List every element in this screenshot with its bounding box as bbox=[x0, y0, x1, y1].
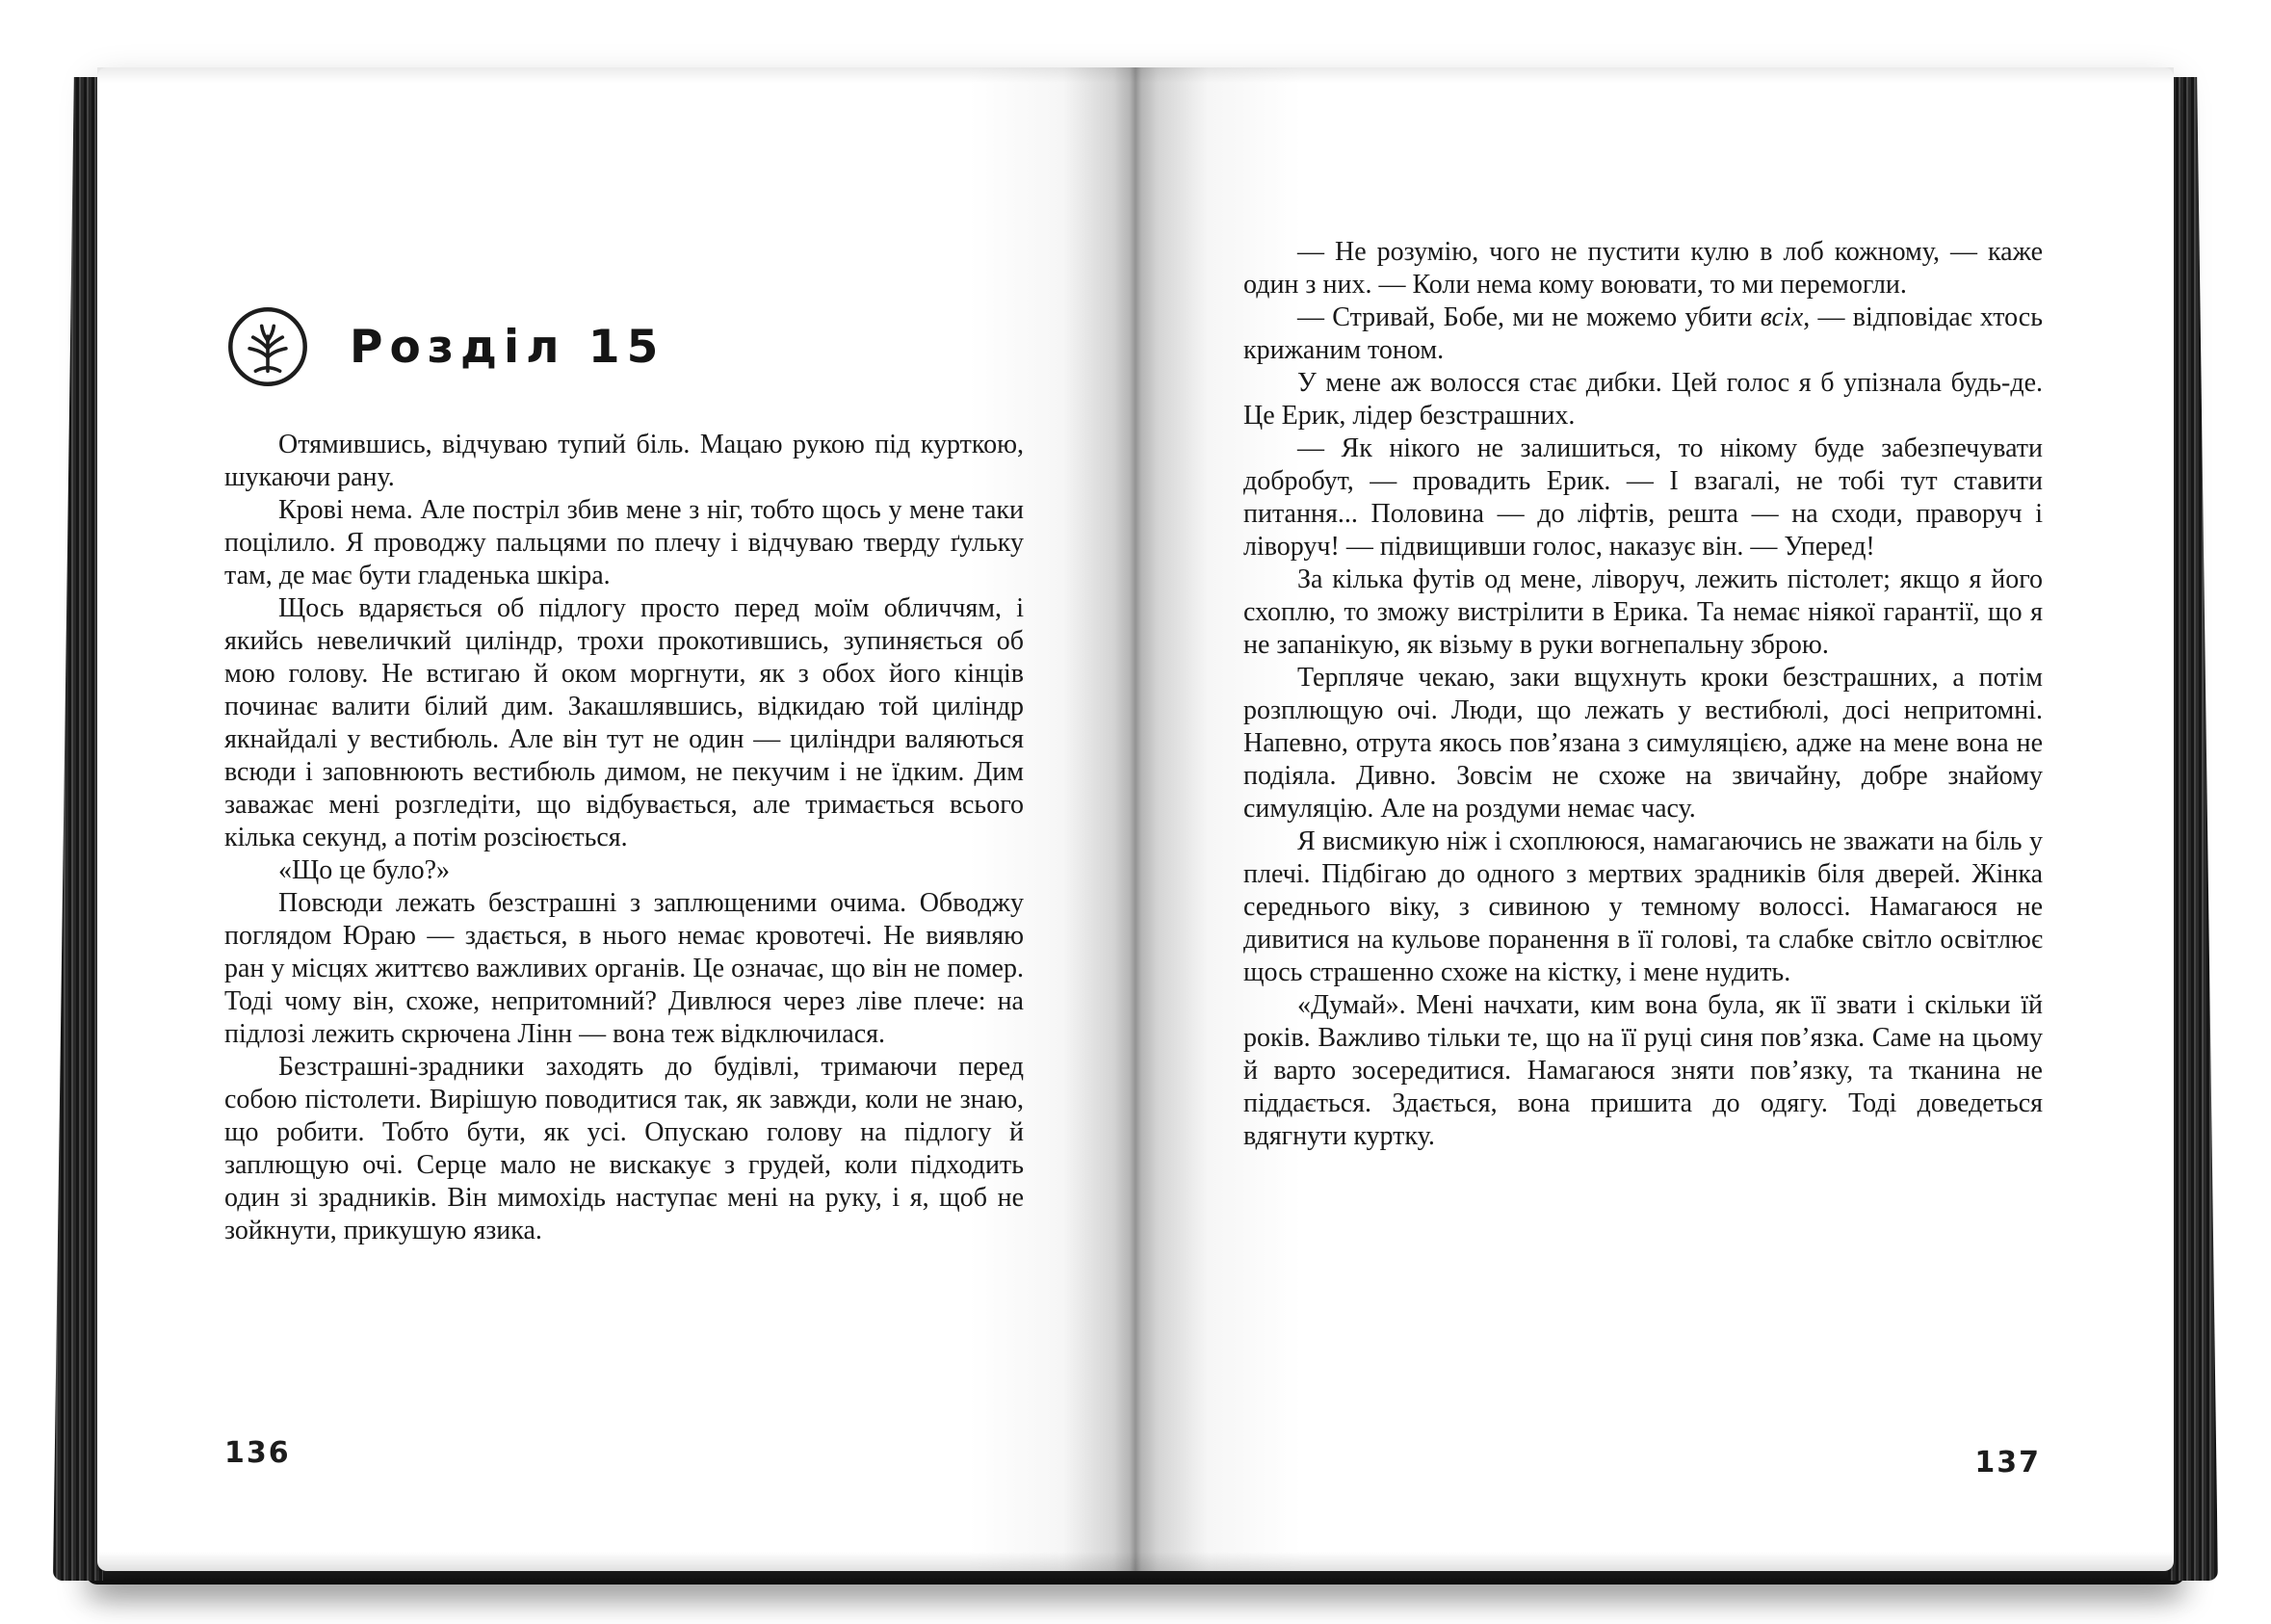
paragraph: — Як нікого не залишиться, то нікому буде забезпечувати добробут, — провадить Ерик. — І взагалі, не тобі тут ставити питання... Половина — до ліфтів, решта — на сходи, праворуч і ліворуч! — підвищивши голос, наказує він. — Уперед! bbox=[1243, 433, 2043, 562]
paragraph: «Думай». Мені начхати, ким вона була, як її звати і скільки їй років. Важливо тільки те, що на її руці синя пов’язка. Саме на цьому й варто зосередитися. Намагаюся зняти пов’язку, та тканина не піддається. Здається, вона пришита до одягу. Тоді доведеться вдягнути куртку. bbox=[1243, 990, 2043, 1151]
open-book bbox=[53, 67, 2218, 1585]
paragraph-text: — Стривай, Бобе, ми не можемо убити bbox=[1297, 302, 1761, 332]
paragraph-text: , — відповідає хтось крижаним тоном. bbox=[1243, 302, 2043, 365]
page-stack-left-edge bbox=[53, 77, 103, 1581]
paragraph: Терпляче чекаю, заки вщухнуть кроки безстрашних, а потім розплющую очі. Люди, що лежать у вестибюлі, досі непритомні. Напевно, отрута якось пов’язана з симуляцією, адже на мене вона не подіяла. Дивно. Зовсім не схоже на звичайну, добре знайому симуляцію. Але на роздуми немає часу. bbox=[1243, 663, 2043, 824]
tree-in-circle-icon bbox=[224, 303, 311, 390]
italic-word: всіх bbox=[1760, 302, 1804, 332]
chapter-heading: Розділ 15 bbox=[350, 320, 666, 374]
chapter-header bbox=[224, 303, 665, 390]
paragraph: У мене аж волосся стає дибки. Цей голос я б упізнала будь-де. Це Ерик, лідер безстрашних. bbox=[1243, 368, 2043, 431]
paragraph: За кілька футів од мене, ліворуч, лежить пістолет; якщо я його схоплю, то зможу вистрілити в Ерика. Та немає ніякої гарантії, що я не запанікую, як візьму в руки вогнепальну зброю. bbox=[1243, 564, 2043, 660]
page-spread bbox=[97, 67, 2174, 1571]
paragraph bbox=[1243, 301, 2043, 367]
paragraph: — Не розумію, чого не пустити кулю в лоб кожному, — каже один з них. — Коли нема кому воювати, то ми перемогли. bbox=[1243, 237, 2043, 300]
paragraph: Я висмикую ніж і схоплююся, намагаючись не зважати на біль у плечі. Підбігаю до одного з мертвих зрадників біля дверей. Жінка середнього віку, з сивиною у темному волоссі. Намагаюся не дивитися на кульове поранення в її голові, та слабке світло освітлює щось страшенно схоже на кістку, і мене нудить. bbox=[1243, 826, 2043, 987]
paragraph: Повсюди лежать безстрашні з заплющеними очима. Обводжу поглядом Юраю — здається, в нього немає кровотечі. Не виявляю ран у місцях життєво важливих органів. Це означає, що він не помер. Тоді чому він, схоже, непритомний? Дивлюся через ліве плече: на підлозі лежить скрючена Лінн — вона теж відключилася. bbox=[224, 888, 1024, 1049]
left-page-body bbox=[224, 429, 1024, 1247]
paragraph: Крові нема. Але постріл збив мене з ніг, тобто щось у мене таки поцілило. Я проводжу пальцями по плечу і відчуваю тверду ґульку там, де має бути гладенька шкіра. bbox=[224, 495, 1024, 590]
paragraph: Щось вдаряється об підлогу просто перед моїм обличчям, і якийсь невеличкий циліндр, трохи прокотившись, зупиняється об мою голову. Не встигаю й оком моргнути, як з обох його кінців починає валити білий дим. Закашлявшись, відкидаю той циліндр якнайдалі у вестибюль. Але він тут не один — циліндри валяються всюди і заповнюють вестибюль димом, не пекучим і не їдким. Дим заважає мені розгледіти, що відбувається, але тримається всього кілька секунд, а потім розсіюється. bbox=[224, 593, 1024, 852]
right-page-body bbox=[1243, 236, 2043, 1153]
paragraph: «Що це було?» bbox=[278, 855, 451, 885]
paragraph: Отямившись, відчуваю тупий біль. Мацаю рукою під курткою, шукаючи рану. bbox=[224, 430, 1024, 492]
right-page bbox=[1136, 67, 2174, 1571]
page-number-right: 137 bbox=[1974, 1446, 2041, 1480]
page-number-left: 136 bbox=[224, 1436, 291, 1470]
left-page bbox=[97, 67, 1136, 1571]
paragraph: Безстрашні-зрадники заходять до будівлі, тримаючи перед собою пістолети. Вирішую поводитися так, як завжди, коли не знаю, що робити. Тобто бути, як усі. Опускаю голову на підлогу й заплющую очі. Серце мало не вискакує з грудей, коли підходить один зі зрадників. Він мимохідь наступає мені на руку, і я, щоб не зойкнути, прикушую язика. bbox=[224, 1052, 1024, 1245]
page-stack-right-edge bbox=[2168, 77, 2218, 1581]
